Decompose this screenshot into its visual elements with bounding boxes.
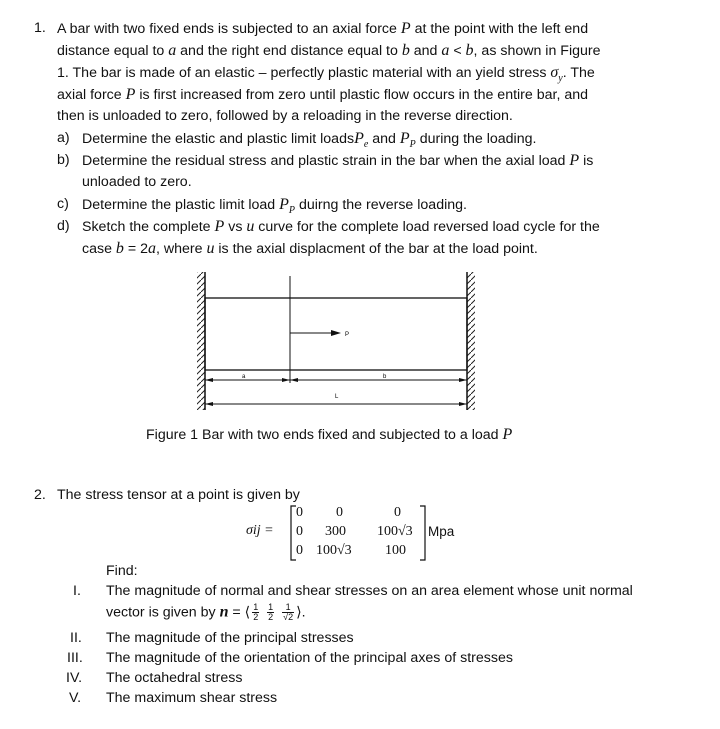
- matrix-cell-2-1: 100√3: [316, 543, 352, 558]
- matrix-unit: Mpa: [428, 524, 455, 539]
- item-2-text: The magnitude of the principal stresses: [106, 630, 354, 646]
- problem-1-number: 1.: [34, 20, 46, 36]
- left-wall-hatch: [197, 272, 205, 410]
- part-d-text-2: case b = 2a, where u is the axial displacment of the bar at the load point.: [82, 240, 538, 257]
- item-1-text-2: vector is given by n = ⟨ $\frac{1}{2}$ $\frac{1}{2}$ $\frac{1}{√2}$ ⟩.: [106, 602, 306, 622]
- item-3-text: The magnitude of the orientation of the principal axes of stresses: [106, 650, 513, 666]
- problem-1-line-3: 1. The bar is made of an elastic – perfectly plastic material with an yield stress $\sigma_y$. The: [57, 64, 595, 85]
- matrix-cell-0-1: 0: [336, 505, 343, 520]
- bar-figure: [195, 268, 495, 418]
- item-1-text-1: The magnitude of normal and shear stresses on an area element whose unit normal: [106, 583, 633, 599]
- matrix-cell-1-1: 300: [325, 524, 346, 539]
- part-d-label: d): [57, 218, 70, 234]
- part-d-text-1: Sketch the complete P vs u curve for the complete load reversed load cycle for the: [82, 218, 600, 235]
- problem-2-intro: The stress tensor at a point is given by: [57, 487, 300, 503]
- part-a-text: Determine the elastic and plastic limit loadsP$_e$ and $P_P$ during the loading.: [82, 130, 537, 151]
- problem-1-line-2: distance equal to a and the right end distance equal to b and a < b, as shown in Figure: [57, 42, 601, 59]
- frac-1: $\frac{1}{2}$: [253, 602, 259, 622]
- matrix-cell-1-2: 100√3: [377, 524, 413, 539]
- problem-1-line-4: axial force P is first increased from zero until plastic flow occurs in the entire bar, and: [57, 86, 589, 103]
- item-2-label: II.: [70, 630, 82, 646]
- problem-1-line-1: A bar with two fixed ends is subjected to an axial force P at the point with the left end: [57, 20, 589, 37]
- matrix-cell-2-0: 0: [296, 543, 303, 558]
- tensor-symbol: σij =: [246, 523, 274, 538]
- item-3-label: III.: [67, 650, 83, 666]
- item-1-label: I.: [73, 583, 81, 599]
- load-arrowhead: [331, 330, 341, 336]
- frac-3: $\frac{1}{√2}$: [283, 602, 294, 622]
- part-a-label: a): [57, 130, 70, 146]
- matrix-cell-1-0: 0: [296, 524, 303, 539]
- item-4-label: IV.: [66, 670, 83, 686]
- problem-2-number: 2.: [34, 487, 46, 503]
- problem-1-line-5: then is unloaded to zero, followed by a reloading in the reverse direction.: [57, 108, 513, 124]
- load-label-p: P: [345, 332, 350, 338]
- dim-label-l: L: [335, 394, 339, 400]
- matrix-brackets: [290, 504, 440, 562]
- right-wall-hatch: [467, 272, 475, 410]
- item-5-text: The maximum shear stress: [106, 690, 278, 706]
- figure-caption: Figure 1 Bar with two ends fixed and subjected to a load P: [146, 426, 513, 443]
- part-c-label: c): [57, 196, 69, 212]
- dim-label-a: a: [242, 374, 246, 380]
- dim-label-b: b: [383, 374, 387, 380]
- find-label: Find:: [106, 563, 138, 579]
- part-b-text-1: Determine the residual stress and plastic strain in the bar when the axial load P is: [82, 152, 594, 169]
- matrix-cell-2-2: 100: [385, 543, 406, 558]
- item-4-text: The octahedral stress: [106, 670, 243, 686]
- part-c-text: Determine the plastic limit load $P_P$ duirng the reverse loading.: [82, 196, 467, 217]
- matrix-cell-0-0: 0: [296, 505, 303, 520]
- item-5-label: V.: [69, 690, 82, 706]
- frac-2: $\frac{1}{2}$: [268, 602, 274, 622]
- part-b-text-2: unloaded to zero.: [82, 174, 192, 190]
- matrix-cell-0-2: 0: [394, 505, 401, 520]
- part-b-label: b): [57, 152, 70, 168]
